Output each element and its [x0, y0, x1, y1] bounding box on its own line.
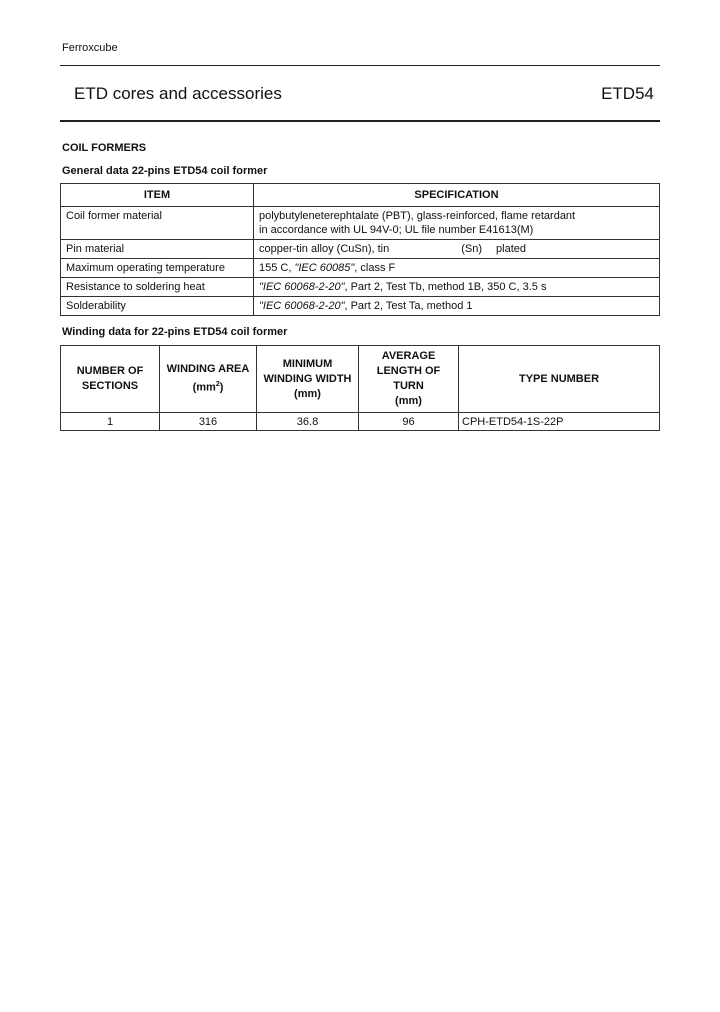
header-line: NUMBER OF	[76, 365, 144, 377]
spec-text: copper-tin alloy (CuSn), tin	[259, 243, 390, 255]
header-line: MINIMUM	[282, 357, 333, 370]
standard-reference: "IEC 60068-2-20"	[259, 281, 345, 293]
header-line: WINDING WIDTH	[263, 372, 352, 385]
spec-text: , Part 2, Test Ta, method 1	[344, 300, 473, 312]
winding-area-header	[160, 346, 257, 413]
header-rule	[60, 65, 660, 66]
unit-text: )	[219, 381, 224, 394]
type-number-header: TYPE NUMBER	[459, 346, 660, 413]
page-title: ETD cores and accessories	[74, 84, 282, 103]
table-row	[61, 259, 660, 278]
spec-line: polybutyleneterephtalate (PBT), glass-reinforced, flame retardant	[259, 210, 576, 222]
item-cell: Resistance to soldering heat	[61, 278, 254, 297]
winding-area-cell: 316	[160, 413, 257, 431]
title-rule	[60, 120, 660, 122]
sections-header	[61, 346, 160, 413]
spec-cell	[254, 297, 660, 316]
table-row	[61, 278, 660, 297]
spec-text: (Sn)	[461, 243, 483, 255]
table-row	[61, 207, 660, 240]
header-line	[160, 377, 256, 396]
header-line: AVERAGE	[381, 350, 436, 362]
standard-reference: "IEC 60085"	[294, 262, 355, 274]
spec-text: , Part 2, Test Tb, method 1B, 350 C, 3.5 s	[344, 281, 547, 293]
section-title: COIL FORMERS	[62, 142, 147, 154]
table-row	[61, 240, 660, 259]
table-row	[61, 297, 660, 316]
header-line: WINDING AREA	[166, 363, 250, 376]
winding-width-cell: 36.8	[257, 413, 359, 431]
header-line: LENGTH OF	[376, 365, 441, 377]
spec-cell	[254, 259, 660, 278]
header-line: SECTIONS	[81, 380, 139, 392]
header-line: TURN	[393, 380, 424, 392]
spec-text: 155 C,	[259, 262, 295, 274]
item-cell: Pin material	[61, 240, 254, 259]
turn-length-cell: 96	[359, 413, 459, 431]
spec-cell	[254, 240, 660, 259]
general-data-caption: General data 22-pins ETD54 coil former	[62, 165, 268, 177]
winding-width-header	[257, 346, 359, 413]
item-cell: Coil former material	[61, 207, 254, 240]
unit-text: (mm	[192, 381, 216, 394]
table-row	[61, 413, 660, 431]
item-cell: Maximum operating temperature	[61, 259, 254, 278]
general-data-table	[60, 183, 660, 316]
spec-cell	[254, 207, 660, 240]
winding-data-caption: Winding data for 22-pins ETD54 coil former	[62, 326, 288, 338]
spec-text: , class F	[354, 262, 396, 274]
header-line: (mm)	[395, 395, 422, 407]
header-line: (mm)	[294, 387, 321, 400]
type-number-cell: CPH-ETD54-1S-22P	[459, 413, 660, 431]
sections-cell: 1	[61, 413, 160, 431]
turn-length-header	[359, 346, 459, 413]
winding-data-table	[60, 345, 660, 431]
col-item-header: ITEM	[61, 184, 254, 207]
table-header-row	[61, 184, 660, 207]
company-name: Ferroxcube	[62, 42, 118, 54]
col-spec-header: SPECIFICATION	[254, 184, 660, 207]
spec-text: plated	[496, 243, 526, 255]
spec-line: in accordance with UL 94V-0; UL file number E41613(M)	[259, 224, 534, 236]
unit-superscript: 2	[215, 381, 220, 389]
spec-cell	[254, 278, 660, 297]
standard-reference: "IEC 60068-2-20"	[259, 300, 345, 312]
table-header-row	[61, 346, 660, 413]
item-cell: Solderability	[61, 297, 254, 316]
product-code: ETD54	[601, 84, 654, 103]
